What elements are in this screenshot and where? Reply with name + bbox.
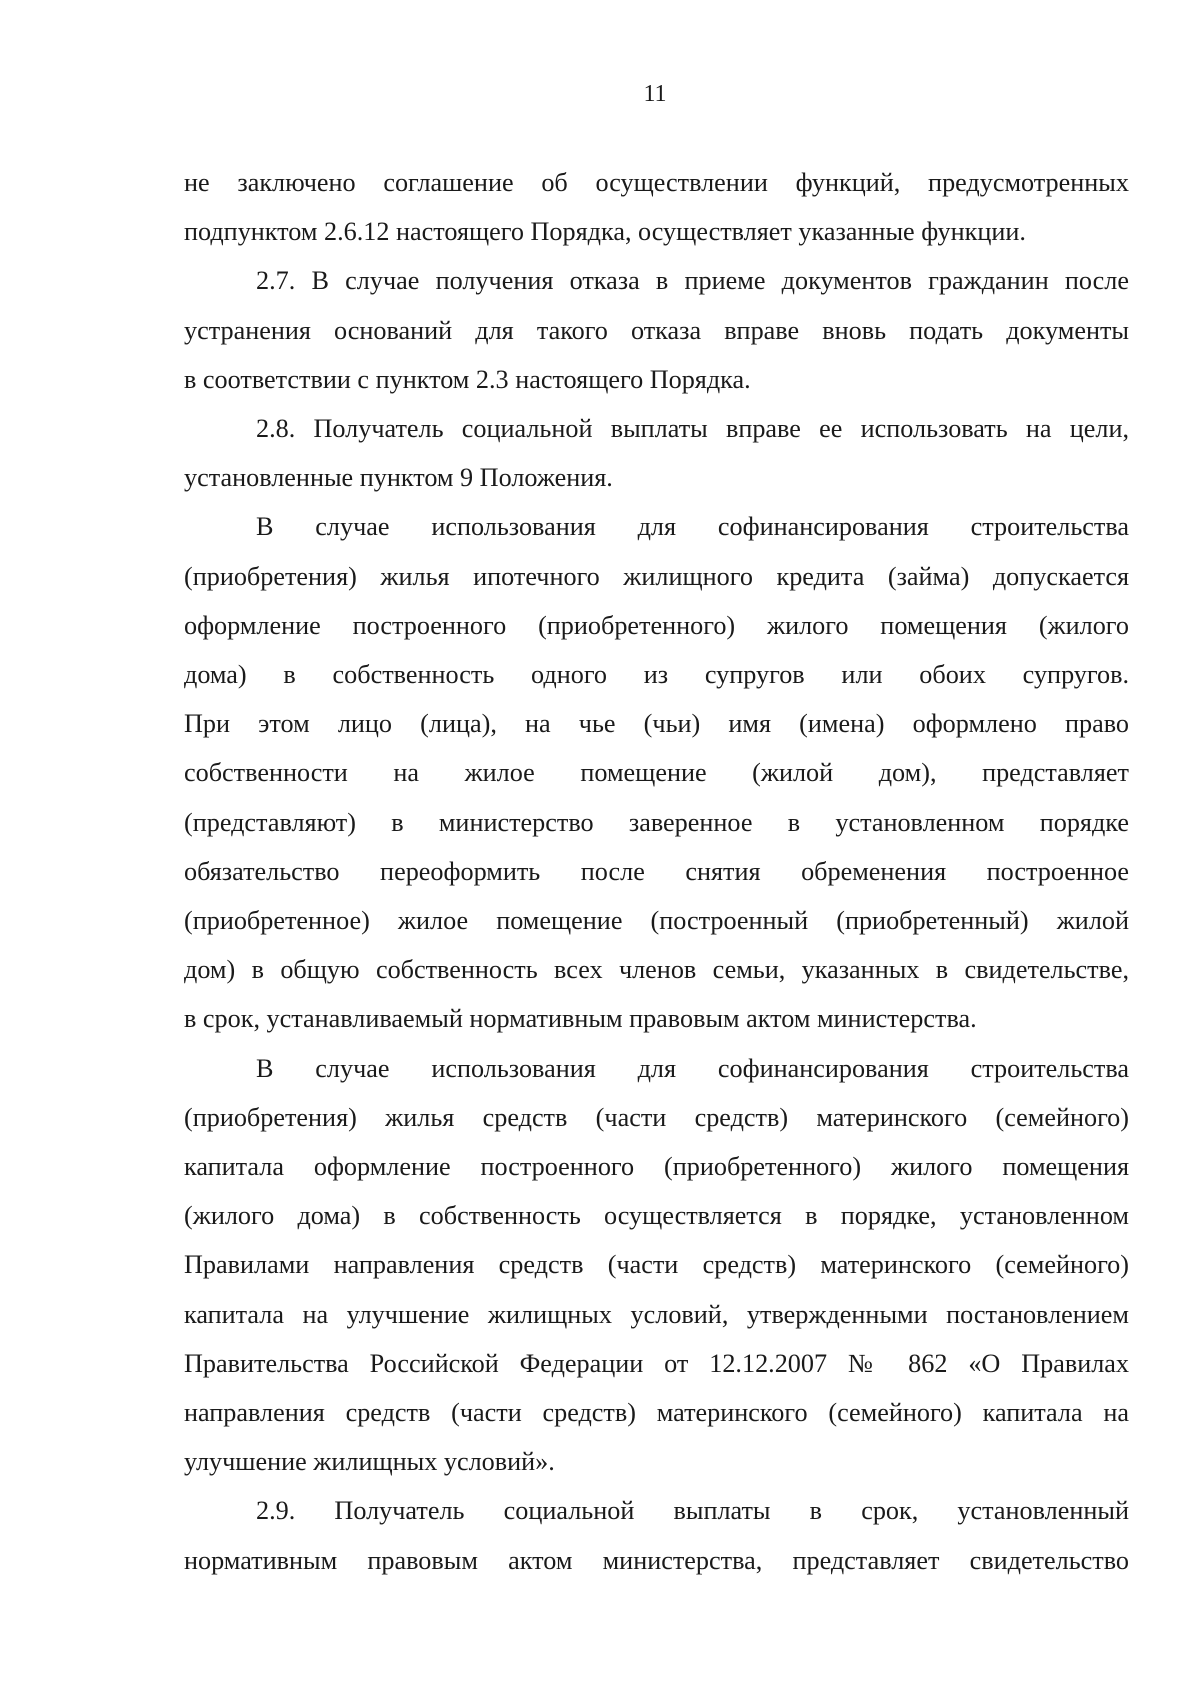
text-line: 2.7. В случае получения отказа в приеме документов гражданин после bbox=[256, 266, 1129, 296]
paragraph bbox=[184, 1044, 1129, 1487]
page-number: 11 bbox=[643, 81, 667, 107]
text-line: (приобретения) жилья ипотечного жилищного кредита (займа) допускается bbox=[184, 561, 1129, 591]
text-line: капитала на улучшение жилищных условий, утвержденными постановлением bbox=[184, 1299, 1129, 1329]
text-line: В случае использования для софинансирования строительства bbox=[256, 1053, 1129, 1083]
text-line: обязательство переоформить после снятия обременения построенное bbox=[184, 856, 1129, 886]
text-line: (жилого дома) в собственность осуществляется в порядке, установленном bbox=[184, 1201, 1129, 1231]
text-line: подпунктом 2.6.12 настоящего Порядка, осуществляет указанные функции. bbox=[184, 217, 1026, 247]
paragraph bbox=[184, 502, 1129, 1043]
text-line: Правительства Российской Федерации от 12.12.2007 № 862 «О Правилах bbox=[184, 1348, 1129, 1378]
text-line: капитала оформление построенного (приобретенного) жилого помещения bbox=[184, 1152, 1129, 1182]
text-line: устранения оснований для такого отказа вправе вновь подать документы bbox=[184, 315, 1129, 345]
text-line: в срок, устанавливаемый нормативным правовым актом министерства. bbox=[184, 1004, 977, 1034]
text-line: не заключено соглашение об осуществлении функций, предусмотренных bbox=[184, 168, 1129, 197]
text-line: 2.9. Получатель социальной выплаты в срок, установленный bbox=[256, 1496, 1129, 1526]
paragraph bbox=[184, 1486, 1129, 1584]
text-line: (приобретения) жилья средств (части средств) материнского (семейного) bbox=[184, 1102, 1129, 1132]
text-line: (приобретенное) жилое помещение (построенный (приобретенный) жилой bbox=[184, 906, 1129, 936]
text-line: Правилами направления средств (части средств) материнского (семейного) bbox=[184, 1250, 1129, 1280]
text-line: улучшение жилищных условий». bbox=[184, 1447, 555, 1477]
text-line: нормативным правовым актом министерства, представляет свидетельство bbox=[184, 1545, 1129, 1575]
text-line: дом) в общую собственность всех членов семьи, указанных в свидетельстве, bbox=[184, 955, 1129, 985]
text-line: дома) в собственность одного из супругов или обоих супругов. bbox=[184, 660, 1129, 690]
text-line: 2.8. Получатель социальной выплаты вправе ее использовать на цели, bbox=[256, 414, 1129, 444]
text-line: В случае использования для софинансирования строительства bbox=[256, 512, 1129, 542]
text-line: оформление построенного (приобретенного) жилого помещения (жилого bbox=[184, 610, 1129, 640]
paragraph bbox=[184, 404, 1129, 502]
text-line: в соответствии с пунктом 2.3 настоящего Порядка. bbox=[184, 364, 751, 394]
text-line: При этом лицо (лица), на чье (чьи) имя (имена) оформлено право bbox=[184, 709, 1129, 739]
text-line: установленные пунктом 9 Положения. bbox=[184, 463, 613, 493]
text-line: (представляют) в министерство заверенное в установленном порядке bbox=[184, 807, 1129, 837]
document-body bbox=[184, 158, 1129, 1585]
paragraph bbox=[184, 158, 1129, 256]
paragraph bbox=[184, 256, 1129, 404]
text-line: собственности на жилое помещение (жилой дом), представляет bbox=[184, 758, 1129, 788]
text-line: направления средств (части средств) материнского (семейного) капитала на bbox=[184, 1398, 1129, 1428]
